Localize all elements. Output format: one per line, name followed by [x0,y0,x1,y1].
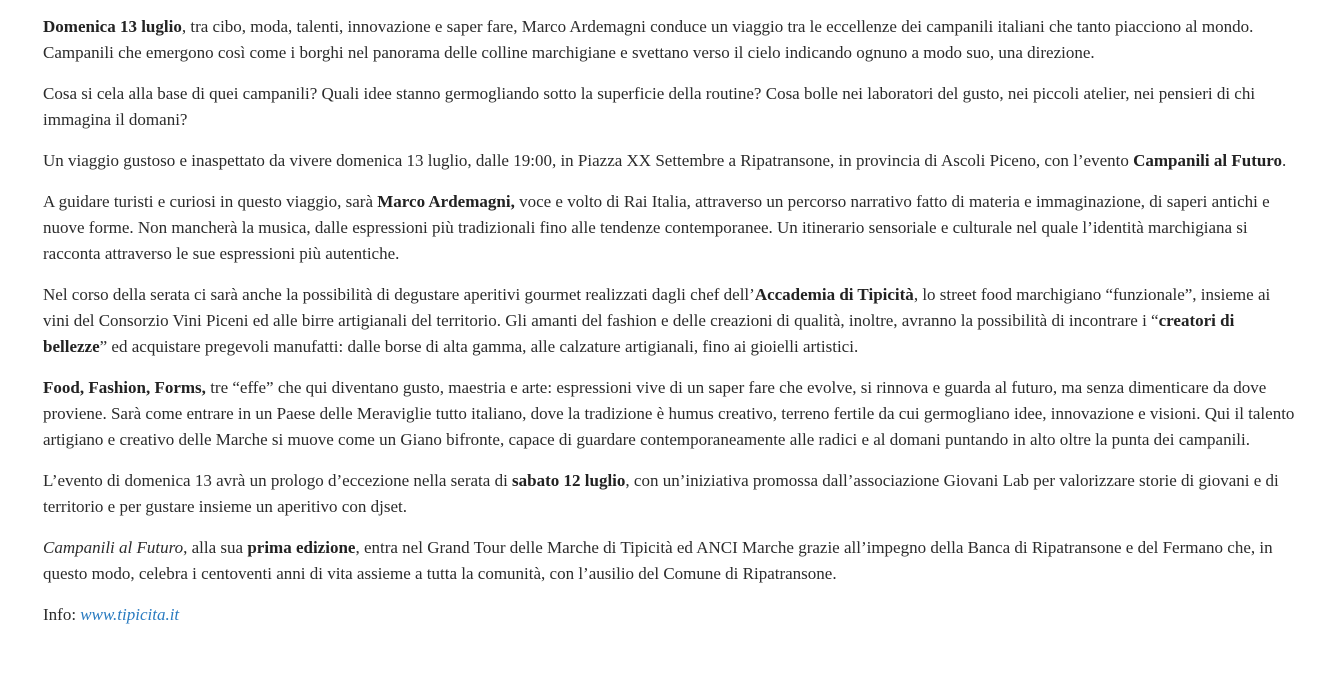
host-name: Marco Ardemagni, [377,192,515,211]
paragraph-tasting: Nel corso della serata ci sarà anche la possibilità di degustare aperitivi gourmet realizzati dagli chef dell’Accademia di Tipicità, lo street food marchigiano “funzionale”, insieme ai vini del Consorzio Vini Piceni ed alle birre artigianali del territorio. Gli amanti del fashion e delle creazioni di qualità, inoltre, avranno la possibilità di incontrare i “creatori di bellezze” ed acquistare pregevoli manufatti: dalle borse di alta gamma, alle calzature artigianali, fino ai gioielli artistici. [43,285,1271,356]
three-f-highlight: Food, Fashion, Forms, [43,378,206,397]
paragraph-host: A guidare turisti e curiosi in questo viaggio, sarà Marco Ardemagni, voce e volto di Rai Italia, attraverso un percorso narrativo fatto di materia e immaginazione, di saperi antichi e nuove forme. Non mancherà la musica, dalle espressioni più tradizionali fino alle tendenze contemporanee. Un itinerario sensoriale e culturale nel quale l’identità marchigiana si racconta attraverso le sue espressioni più autentiche. [43,192,1270,263]
paragraph-edition: Campanili al Futuro, alla sua prima edizione, entra nel Grand Tour delle Marche di Tipicità ed ANCI Marche grazie all’impegno della Banca di Ripatransone e del Fermano che, in questo modo, celebra i centoventi anni di vita assieme a tutta la comunità, con l’ausilio del Comune di Ripatransone. [43,538,1273,583]
first-edition-highlight: prima edizione [247,538,356,557]
paragraph-event: Un viaggio gustoso e inaspettato da vivere domenica 13 luglio, dalle 19:00, in Piazza XX Settembre a Ripatransone, in provincia di Ascoli Piceno, con l’evento Campanili al Futuro. [43,151,1287,170]
article-body [43,14,1295,643]
paragraph-intro: Domenica 13 luglio, tra cibo, moda, talenti, innovazione e saper fare, Marco Ardemagni conduce un viaggio tra le eccellenze dei campanili italiani che tanto piacciono al mondo. Campanili che emergono così come i borghi nel panorama delle colline marchigiane e svettano verso il cielo indicando ognuno a modo suo, una direzione. [43,17,1254,62]
paragraph-questions: Cosa si cela alla base di quei campanili? Quali idee stanno germogliando sotto la superficie della routine? Cosa bolle nei laboratori del gusto, nei piccoli atelier, nei pensieri di chi immagina il domani? [43,84,1256,129]
paragraph-info [43,602,1295,628]
event-title-italic: Campanili al Futuro [43,538,184,557]
event-name: Campanili al Futuro [1133,151,1283,170]
creators-highlight: creatori di bellezze [43,311,1235,356]
paragraph-food-fashion-forms: Food, Fashion, Forms, tre “effe” che qui diventano gusto, maestria e arte: espressioni vive di un saper fare che evolve, si rinnova e guarda al futuro, ma senza dimenticare da dove proviene. Sarà come entrare in un Paese delle Meraviglie tutto italiano, dove la tradizione è humus creativo, terreno fertile da cui germogliano idee, innovazione e visioni. Qui il talento artigiano e creativo delle Marche si muove come un Giano bifronte, capace di guardare contemporaneamente alle radici e al domani puntando in alto oltre la punta dei campanili. [43,378,1295,449]
paragraph-prologue: L’evento di domenica 13 avrà un prologo d’eccezione nella serata di sabato 12 luglio, con un’iniziativa promossa dall’associazione Giovani Lab per valorizzare storie di giovani e di territorio e per gustare insieme un aperitivo con djset. [43,471,1279,516]
academy-name: Accademia di Tipicità [754,285,914,304]
prologue-date: sabato 12 luglio [512,471,626,490]
info-label: Info: [43,605,81,624]
tipicita-link[interactable]: www.tipicita.it [80,605,180,624]
date-highlight: Domenica 13 luglio [43,17,182,36]
